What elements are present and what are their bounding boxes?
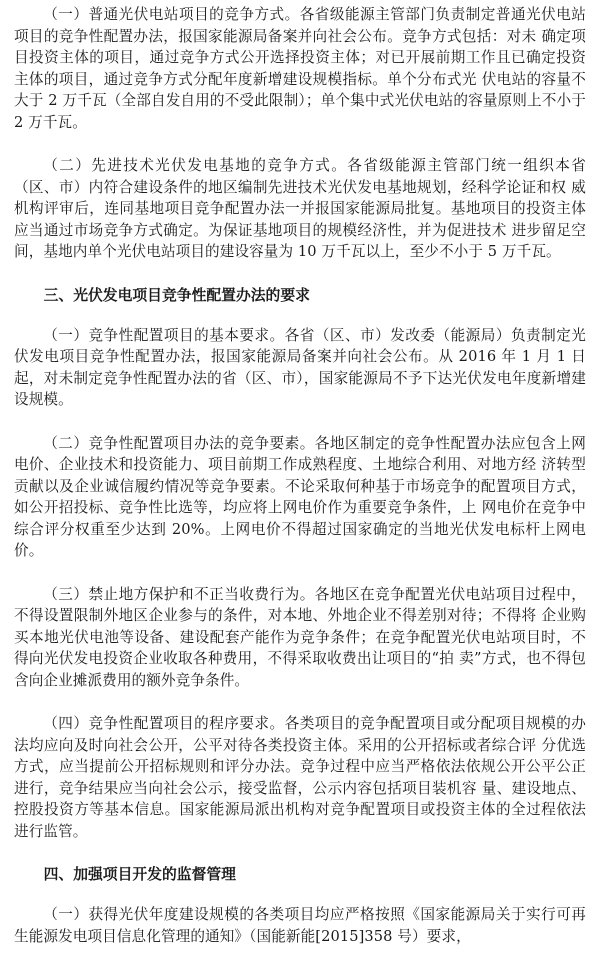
paragraph-prohibit-local-protection: （三）禁止地方保护和不正当收费行为。各地区在竞争配置光伏电站项目过程中，不得设置限制外地区企业参与的条件，对本地、外地企业不得差别对待；不得将 企业购买本地光伏电池等设备、建设配套产能作为竞争条件；在竞争配置光伏电站项目时，不得向光伏发电投资企业收取各种费用，不得采取收费出让项目的“拍 卖”方式，也不得包含向企业摊派费用的额外竞争条件。	[14, 585, 586, 689]
paragraph-spacer	[14, 411, 586, 433]
paragraph-supervision-first: （一）获得光伏年度建设规模的各类项目均应严格按照《国家能源局关于实行可再生能源发电项目信息化管理的通知》（国能新能[2015]358 号）要求，	[14, 906, 586, 945]
heading-spacer	[14, 307, 586, 325]
paragraph-basic-requirements: （一）竞争性配置项目的基本要求。各省（区、市）发改委（能源局）负责制定光伏发电项目竞争性配置办法，报国家能源局备案并向社会公布。从 2016 年 1 月 1 日起，对未制定竞争性配置办法的省（区、市），国家能源局不予下达光伏发电年度新增建设规模。	[14, 326, 586, 408]
paragraph-spacer	[14, 562, 586, 584]
section-heading-3: 三、光伏发电项目竞争性配置办法的要求	[43, 286, 310, 304]
paragraph-spacer	[14, 263, 586, 285]
paragraph-procedure-requirements: （四）竞争性配置项目的程序要求。各类项目的竞争配置项目或分配项目规模的办法均应向及时向社会公开，公平对待各类投资主体。采用的公开招标或者综合评 分优选方式，应当提前公开招标规则和评分办法。竞争过程中应当严格依法依规公开公平公正进行，竞争结果应当向社会公示，接受监督，公示内容包括项目装机容 量、建设地点、控股投资方等基本信息。国家能源局派出机构对竞争配置项目或投资主体的全过程依法进行监管。	[14, 715, 586, 840]
paragraph-ordinary-pv-competition: （一）普通光伏电站项目的竞争方式。各省级能源主管部门负责制定普通光伏电站项目的竞争性配置办法，报国家能源局备案并向社会公布。竞争方式包括：对未 确定项目投资主体的项目，通过竞争方式公开选择投资主体；对已开展前期工作且已确定投资主体的项目，通过竞争方式分配年度新增建设规模指标。单个分布式光 伏电站的容量不大于 2 万千瓦（全部自发自用的不受此限制）；单个集中式光伏电站的容量原则上不小于 2 万千瓦。	[14, 6, 586, 131]
heading-spacer	[14, 886, 586, 904]
paragraph-spacer	[14, 691, 586, 713]
paragraph-advanced-pv-base-competition: （二）先进技术光伏发电基地的竞争方式。各省级能源主管部门统一组织本省（区、市）内符合建设条件的地区编制先进技术光伏发电基地规划，经科学论证和权 威机构评审后，连同基地项目竞争配置办法一并报国家能源局批复。基地项目的投资主体应当通过市场竞争方式确定。为保证基地项目的规模经济性，并为促进技术 进步留足空间，基地内单个光伏电站项目的建设容量为 10 万千瓦以上，至少不小于 5 万千瓦。	[14, 157, 586, 260]
section-heading-4: 四、加强项目开发的监督管理	[43, 866, 236, 883]
paragraph-spacer	[14, 842, 586, 864]
paragraph-competition-factors: （二）竞争性配置项目办法的竞争要素。各地区制定的竞争性配置办法应包含上网电价、企业技术和投资能力、项目前期工作成熟程度、土地综合利用、对地方经 济转型贡献以及企业诚信履约情况等竞争要素。不论采取何种基于市场竞争的配置项目方式，如公开招投标、竞争性比选等，均应将上网电价作为重要竞争条件，上 网电价在竞争中综合评分权重至少达到 20%。上网电价不得超过国家确定的当地光伏发电标杆上网电价。	[14, 434, 586, 559]
paragraph-spacer	[14, 133, 586, 155]
